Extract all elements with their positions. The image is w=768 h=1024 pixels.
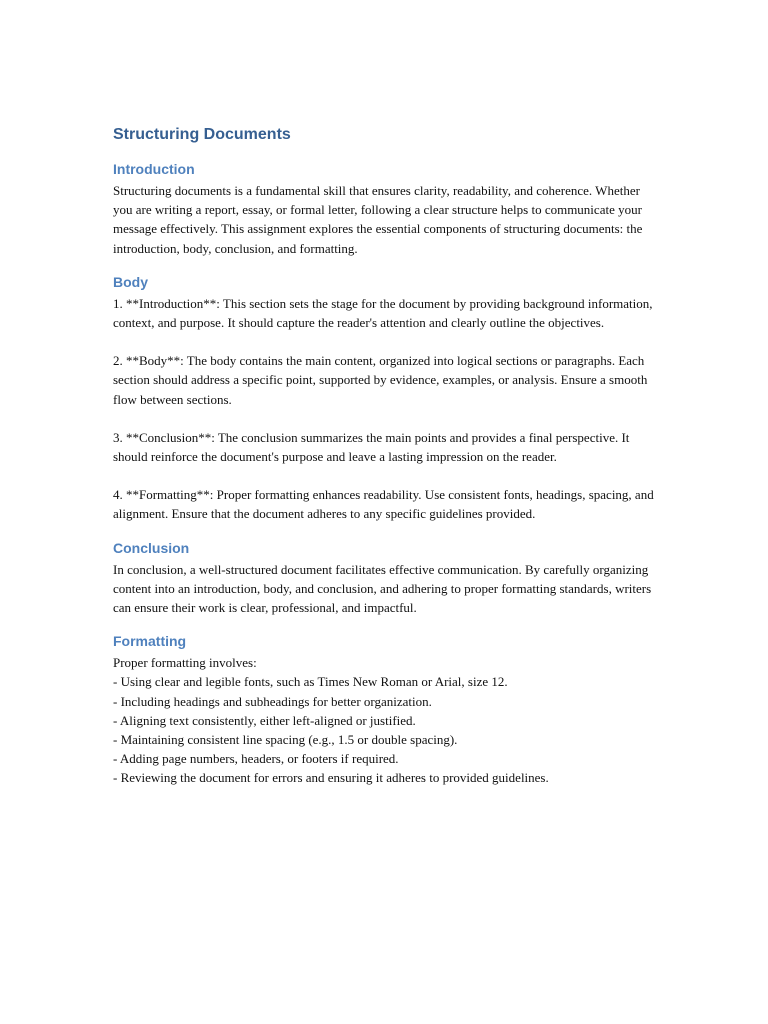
body-item-formatting: 4. **Formatting**: Proper formatting enhances readability. Use consistent fonts, headings, spacing, and alignment. Ensure that the document adheres to any specific guidelines provided. [113, 487, 654, 522]
section-introduction [113, 159, 658, 258]
formatting-line: - Aligning text consistently, either left-aligned or justified. [113, 712, 416, 728]
formatting-line: - Using clear and legible fonts, such as Times New Roman or Arial, size 12. [113, 674, 508, 690]
heading-formatting: Formatting [113, 633, 187, 650]
introduction-paragraph: Structuring documents is a fundamental skill that ensures clarity, readability, and coherence. Whether you are writing a report, essay, or formal letter, following a clear structure helps to communicate your message effectively. This assignment explores the essential components of structuring documents: the introduction, body, conclusion, and formatting. [113, 183, 643, 256]
formatting-line: - Adding page numbers, headers, or footers if required. [113, 751, 399, 767]
document-title: Structuring Documents [113, 126, 291, 143]
formatting-line: Proper formatting involves: [113, 655, 257, 671]
body-item-conclusion: 3. **Conclusion**: The conclusion summarizes the main points and provides a final perspective. It should reinforce the document's purpose and leave a lasting impression on the reader. [113, 429, 630, 465]
body-item-body: 2. **Body**: The body contains the main content, organized into logical sections or paragraphs. Each section should address a specific point, supported by evidence, examples, or analysis. Ensure a smooth flow between sections. [113, 353, 648, 407]
formatting-line: - Maintaining consistent line spacing (e.g., 1.5 or double spacing). [113, 732, 458, 748]
heading-conclusion: Conclusion [113, 539, 190, 556]
formatting-line: - Reviewing the document for errors and ensuring it adheres to provided guidelines. [113, 770, 549, 786]
section-body [113, 272, 658, 524]
body-item-introduction: 1. **Introduction**: This section sets the stage for the document by providing background information, context, and purpose. It should capture the reader's attention and clearly outline the objectives. [113, 295, 653, 331]
formatting-list [113, 653, 658, 787]
formatting-line: - Including headings and subheadings for better organization. [113, 693, 432, 709]
conclusion-paragraph: In conclusion, a well-structured document facilitates effective communication. By carefully organizing content into an introduction, body, and conclusion, and adhering to proper formatting standards, writers can ensure their work is clear, professional, and impactful. [113, 561, 652, 616]
section-conclusion [113, 538, 658, 618]
heading-body: Body [113, 273, 148, 290]
section-formatting [113, 631, 658, 787]
heading-introduction: Introduction [113, 161, 195, 177]
document-page [113, 124, 658, 802]
